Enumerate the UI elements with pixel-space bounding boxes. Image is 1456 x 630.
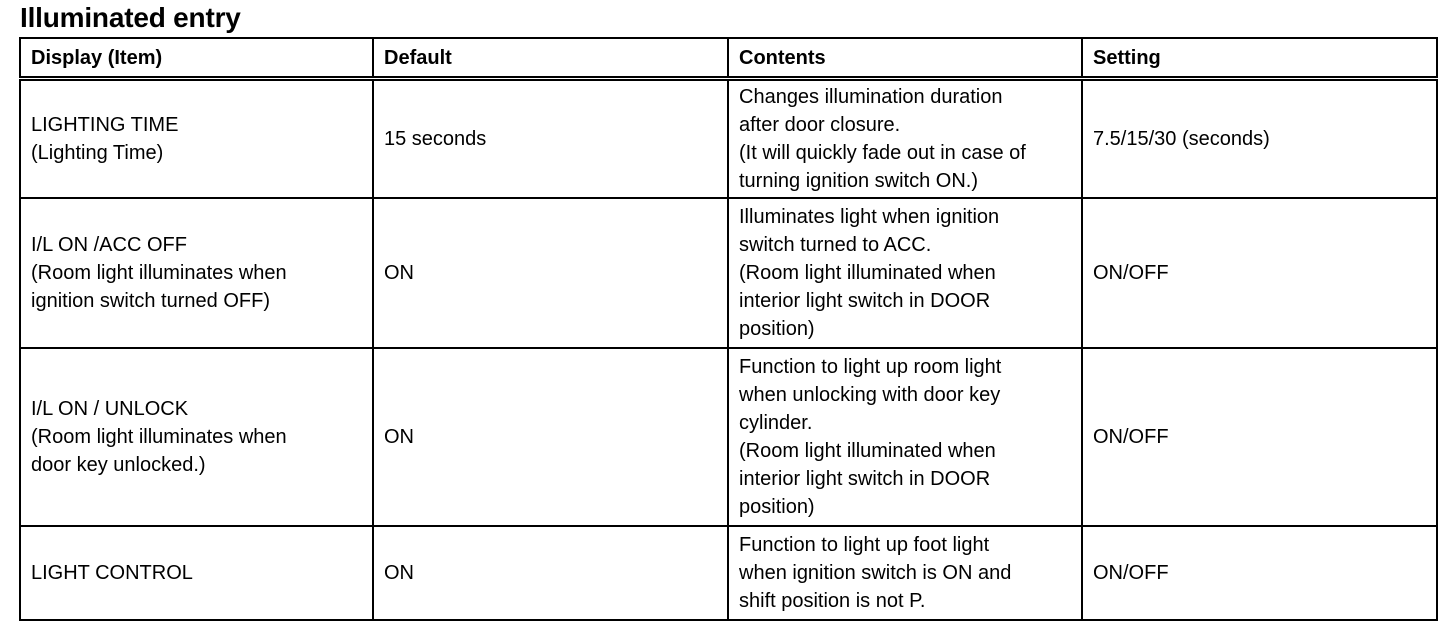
contents-line: after door closure. — [739, 114, 901, 136]
table-row — [20, 526, 1437, 620]
contents-line: turning ignition switch ON.) — [739, 170, 978, 192]
cell-contents — [728, 198, 1082, 348]
cell-setting: 7.5/15/30 (seconds) — [1082, 79, 1437, 199]
contents-line: interior light switch in DOOR — [739, 468, 991, 490]
contents-line: Illuminates light when ignition — [739, 206, 1000, 228]
settings-table-container — [19, 37, 1438, 621]
contents-line: when unlocking with door key — [739, 384, 1001, 406]
cell-contents — [728, 526, 1082, 620]
contents-line: (It will quickly fade out in case of — [739, 142, 1026, 164]
contents-line: interior light switch in DOOR — [739, 290, 991, 312]
cell-default: 15 seconds — [373, 79, 728, 199]
contents-line: Function to light up room light — [739, 356, 1002, 378]
header-display-item: Display (Item) — [20, 38, 373, 79]
page-title: Illuminated entry — [20, 2, 241, 33]
contents-line: position) — [739, 496, 815, 518]
cell-default: ON — [373, 526, 728, 620]
contents-line: position) — [739, 318, 815, 340]
display-line: LIGHTING TIME — [31, 114, 179, 136]
table-header-row — [20, 38, 1437, 79]
contents-line: Function to light up foot light — [739, 534, 990, 556]
display-line: door key unlocked.) — [31, 454, 206, 476]
table-row — [20, 198, 1437, 348]
display-line: I/L ON / UNLOCK — [31, 398, 189, 420]
cell-display — [20, 198, 373, 348]
contents-line: Changes illumination duration — [739, 86, 1003, 108]
contents-line: (Room light illuminated when — [739, 262, 996, 284]
header-setting: Setting — [1082, 38, 1437, 79]
cell-setting: ON/OFF — [1082, 198, 1437, 348]
cell-contents — [728, 79, 1082, 199]
display-line: LIGHT CONTROL — [31, 562, 193, 584]
display-line: ignition switch turned OFF) — [31, 290, 270, 312]
cell-setting: ON/OFF — [1082, 526, 1437, 620]
cell-display — [20, 79, 373, 199]
contents-line: switch turned to ACC. — [739, 234, 932, 256]
contents-line: cylinder. — [739, 412, 813, 434]
cell-setting: ON/OFF — [1082, 348, 1437, 526]
cell-display — [20, 348, 373, 526]
cell-default: ON — [373, 348, 728, 526]
header-contents: Contents — [728, 38, 1082, 79]
cell-display — [20, 526, 373, 620]
table-row — [20, 79, 1437, 199]
cell-default: ON — [373, 198, 728, 348]
display-line: (Room light illuminates when — [31, 426, 287, 448]
contents-line: when ignition switch is ON and — [739, 562, 1012, 584]
cell-contents — [728, 348, 1082, 526]
contents-line: (Room light illuminated when — [739, 440, 996, 462]
settings-table — [19, 37, 1438, 621]
contents-line: shift position is not P. — [739, 590, 926, 612]
header-default: Default — [373, 38, 728, 79]
display-line: (Lighting Time) — [31, 142, 164, 164]
display-line: I/L ON /ACC OFF — [31, 234, 187, 256]
table-row — [20, 348, 1437, 526]
display-line: (Room light illuminates when — [31, 262, 287, 284]
